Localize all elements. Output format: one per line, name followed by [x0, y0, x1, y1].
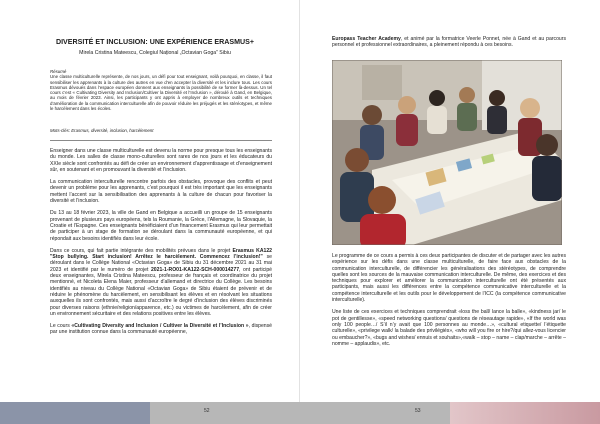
page-number: 52 [204, 408, 210, 414]
body-paragraph: Enseigner dans une classe multiculturelle est devenu la norme pour presque tous les enseignants du monde. Les salles de classe mono-culturelles sont rares de nos jours et les éducateurs du XXIe siècle sont confrontés au défi de créer un environnement d’apprentissage et d’enseignement sûr, en soutenant et en promouvant la diversité et l’inclusion. [50, 148, 272, 173]
project-number: 2021-1-RO01-KA122-SCH-000014277 [150, 266, 240, 273]
keywords: Mots-clés: Erasmus, diversité, inclusion, harcèlement [50, 128, 154, 133]
body-paragraph: Du 13 au 18 février 2023, la ville de Gand en Belgique a accueilli un groupe de 15 enseignants provenant de plusieurs pays européens, tels la Roumanie, la Grèce, l’Allemagne, la Slovaquie, la Croatie et l’Espagne. Ces enseignants bénéficiaient d’un financement Erasmus qui leur permettait de participer à un stage de formation se déroulant dans la communauté européenne, et qui répondait aux besoins identifiés dans leur école. [50, 210, 272, 242]
author-line: Mirela Cristina Mateescu, Colegiul Național „Octavian Goga” Sibiu [79, 50, 231, 56]
footer-band-gray [150, 402, 300, 424]
footer-band-left [0, 402, 150, 424]
body-paragraph: Le programme de ce cours a permis à ces deux participantes de discuter et de partager avec les autres expérience sur les défis dans une classe multiculturelle, de faire face aux obstacles de la communication interculturelle, de différencier les généralisations des stéréotypes, de comprendre quelles sont les sources de la mauvaise communication interculturelle. De même, des exercices et des techniques pour explorer et améliorer la communication interculturelle ont été présentés aux participants, mais aussi les différences entre la compétence communicative interculturelle et la compétence interculturelle et les outils pour le développement de l’ICC (la compétence communicative interculturelle). [332, 253, 566, 304]
group-photo-image [332, 60, 562, 245]
article-title: DIVERSITÉ ET INCLUSION: UNE EXPÉRIENCE ERASMUS+ [55, 38, 255, 46]
group-photo [332, 60, 562, 245]
body-paragraph: La communication interculturelle rencontre parfois des obstacles, provoque des conflits et peut devenir un problème pour les apprenants, c’est pourquoi il est très important que les enseignants mettent l’accent sur la sensibilisation des apprenants à la culture de chacun pour favoriser la diversité et l’inclusion. [50, 179, 272, 205]
project-name: Erasmus KA122 "Stop bullying. Start inclusion! Arrêtez le harcèlement. Commencez l’inclusion!" [50, 247, 272, 261]
body-paragraph: Europass Teacher Academy, et animé par la formatrice Veerle Ponnet, née à Gand et au parcours personnel et professionnel extraordinaires, a pleinement répondu à ces besoins. [332, 36, 566, 49]
footer-band-gray [300, 402, 450, 424]
left-body [50, 148, 272, 342]
footer-band-right [450, 402, 600, 424]
course-name: «Cultivating Diversity and Inclusion / Cultiver la Diversité et l’Inclusion » [71, 323, 249, 330]
right-body [332, 253, 566, 353]
abstract [50, 69, 272, 111]
institution-name: Europass Teacher Academy [332, 36, 401, 42]
abstract-text: Une classe multiculturelle représente, de nos jours, un défi pour tout enseignant, voilà pourquoi, en classe, il faut sensibiliser les apprenants à la culture des autres en vue d’en accepter la diversité et les inclure tous. Les cours Erasmus dévoués dans l’espace européen donnent aux enseignants la possibilité de se former là-dessus. Un tel cours c’est « Cultivating Diversity and Inclusion/Cultiver la Diversité et l’Inclusion », déroulé à Gand, en Belgique, au mois de février 2023. Ainsi, les participants y ont appris à employer de nombreux outils et techniques d’amélioration de la communication interculturelle afin de pouvoir réduire les préjugés et les stéréotypes, et même le harcèlement dans les écoles. [50, 74, 272, 112]
body-paragraph: Dans ce cours, qui fait partie intégrante des mobilités prévues dans le projet Erasmus KA122 "Stop bullying. Start inclusion! Arrêtez le harcèlement. Commencez l’inclusion!" se déroulant dans le Collège National «Octavian Goga» de Sibiu du 31 décembre 2021 au 31 mai 2023 et identifié par le numéro de projet 2021-1-RO01-KA122-SCH-000014277, ont participé deux enseignantes, Mirela Cristina Mateescu, professeur de français et coordinatrice du projet mentionné, et Nicoleta Elena Maier, professeur d’allemand et directrice du Collège. Les besoins identifiés au niveau du Collège National «Octavian Goga» de Sibiu étaient de prévenir et de réduire le phénomène du harcèlement, en sensibilisant les élèves et en résolvant les situations auxquelles ils sont confrontés, mais aussi d’accroître le degré d’inclusion des élèves discriminés pour diverses raisons (ethnie/religion/apparence, etc.) ou victimes de harcèlement, afin de créer un environnement sécuritaire et des relations positives entre les élèves. [50, 247, 272, 317]
abstract-heading: Résumé [50, 69, 67, 74]
body-paragraph: Une liste de ces exercices et techniques comprendrait «loss the ball/ lance la balle», «kindness jar/ le pot de gentillesse», «speed networking questions/ questions de réseautage rapide», «If the world was only 100 people…/ S’il n’y avait que 100 personnes au monde…», «cultural etiquette/ l’étiquette culturelle», «privilege walk/ la balade des privilégiés», «who will you fire or hire?/qui allez-vous licencier ou embaucher?», «bugs and wishes/ ennuis et souhaits»,«walk – stop – name – clap/marche – arrête – nomme – applaudis», etc. [332, 309, 566, 347]
body-paragraph: Le cours «Cultivating Diversity and Inclusion / Cultiver la Diversité et l’Inclusion », dispensé par une institution connue dans la communauté européenne, [50, 323, 273, 336]
page-number: 53 [415, 408, 421, 414]
abstract-divider [50, 140, 272, 141]
right-intro [332, 36, 566, 55]
